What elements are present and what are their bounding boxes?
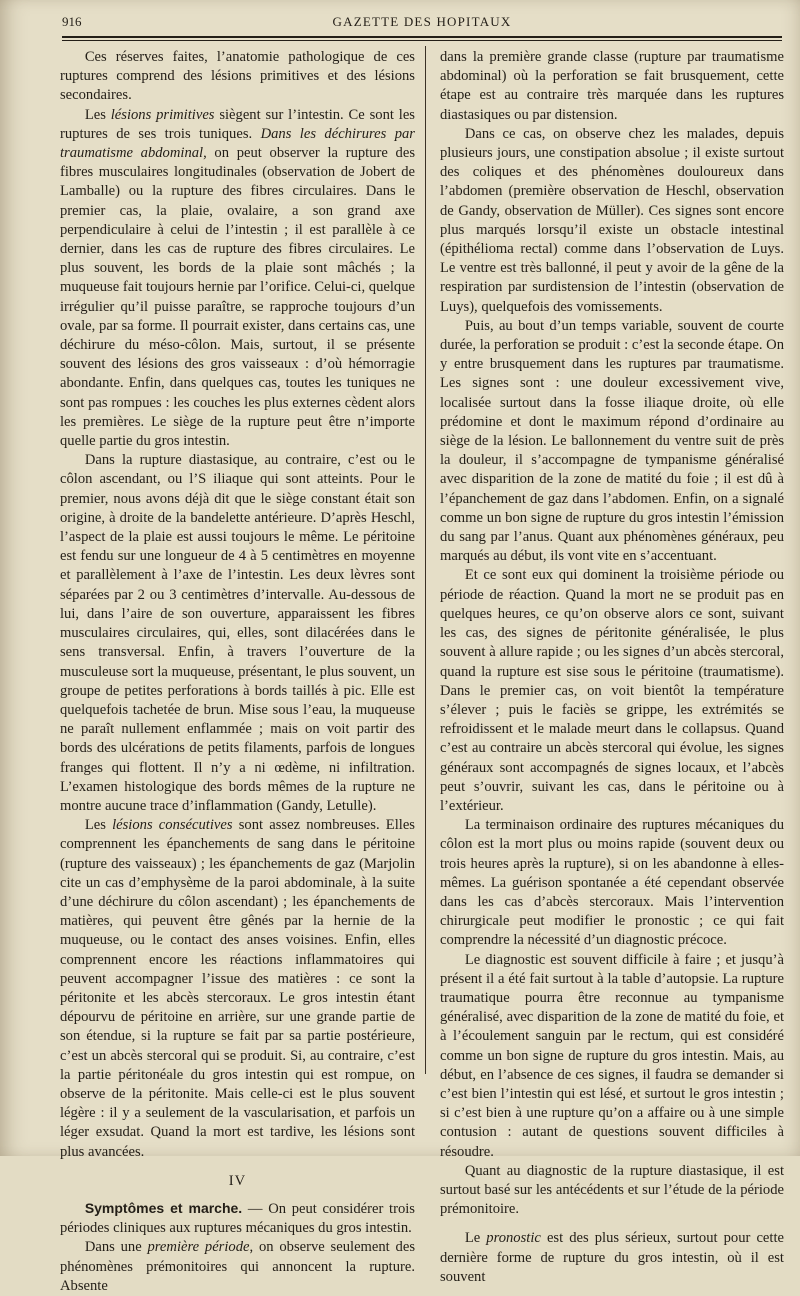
left-column — [60, 48, 415, 1296]
paragraph: Dans une première période, on observe seulement des phénomènes prémonitoires qui annoncent la rupture. Absente — [60, 1239, 415, 1294]
paragraph: Les lésions consécutives sont assez nombreuses. Elles comprennent les épanchements de sang dans le péritoine (rupture des vaisseaux) ; les épanchements de gaz (Marjolin cite un cas d’emphysème de la paroi abdominale, à la suite d’une déchirure du côlon ascendant) ; les épanchements de matières, qui peuvent être gênés par la hernie de la muqueuse, ou le contact des anses voisines. Enfin, elles comprennent encore les réactions inflammatoires qui peuvent accompagner l’issue des matières : ce sont la péritonite et les abcès stercoraux. Le gros intestin étant dépourvu de péritoine en arrière, sur une grande partie de son étendue, si la rupture se fait par sa partie postérieure, c’est un abcès stercoral qui se produit. Si, au contraire, c’est la partie péritonéale du gros intestin qui est rompue, on observe de la péritonite. Mais celle-ci est le plus souvent légère : il y a seulement de la vascularisation, et parfois un léger exsudat. Quand la mort est tardive, les lésions sont plus avancées. — [60, 817, 415, 1160]
paragraph: Et ce sont eux qui dominent la troisième période ou période de réaction. Quand la mort ne se produit pas en quelques heures, ce qu’on observe alors ce sont, suivant les cas, des signes de péritonite généralisée, le plus souvent à allure rapide ; ou les signes d’un abcès stercoral, quand la rupture est sise sous le péritoine (traumatisme). Dans le premier cas, on voit bientôt la température s’élever ; puis le faciès se grippe, les extrémités se refroidissent et le malade meurt dans le collapsus. Quand c’est au contraire un abcès stercoral qui évolue, les signes généraux sont accompagnés de signes locaux, et l’abcès peut s’ouvrir, suivant les cas, dans le péritoine ou à l’extérieur. — [440, 567, 784, 814]
paragraph: dans la première grande classe (rupture par traumatisme abdominal) où la perforation se fait brusquement, cette étape est au contraire très marquée dans les ruptures diastasiques ou par distension. — [440, 49, 784, 123]
emphasis: première période — [147, 1239, 250, 1256]
paragraph: Dans la rupture diastasique, au contraire, c’est ou le côlon ascendant, ou l’S iliaque qui sont atteints. Pour le premier, nous avons déjà dit que le siège constant était son origine, à droite de la bandelette antérieure. D’après Heschl, l’aspect de la plaie est aussi toujours le même. Le péritoine est fendu sur une longueur de 4 à 5 centimètres en moyenne et parallèlement à l’axe de l’intestin. Les deux lèvres sont séparées par 2 ou 3 centimètres d’intervalle. Au-dessous de lui, dans l’aire de son ouverture, apparaissent les fibres musculaires circulaires, qui, elles, sont dilacérées dans le sens transversal. Enfin, à travers l’ouverture de la musculeuse sort la muqueuse, présentant, le plus souvent, un groupe de petites perforations à bords taillés à pic. Elle est quelquefois tachetée de brun. Mise sous l’eau, la muqueuse ne paraît nullement enflammée ; mais on voit partir des bords des ulcérations de petits filaments, parfois de longues franges qui flottent. Il n’y a ni œdème, ni infiltration. L’examen histologique des bords mêmes de la rupture ne montre aucune trace d’inflammation (Gandy, Letulle). — [60, 452, 415, 814]
paragraph: Symptômes et marche. — On peut considérer trois périodes cliniques aux ruptures mécaniques du gros intestin. — [60, 1199, 415, 1237]
journal-title: GAZETTE DES HOPITAUX — [332, 14, 512, 29]
paragraph: Le diagnostic est souvent difficile à faire ; et jusqu’à présent il a été fait surtout à la table d’autopsie. La rupture traumatique pourra être reconnue au tympanisme généralisé, avec disparition de la zone de matité du foie, et à l’écoulement sanguin par le rectum, qui est considéré comme un bon signe de rupture du gros intestin. Mais, au début, en l’absence de ces signes, il faudra se demander si c’est bien l’intestin qui est lésé, et surtout le gros intestin ; si c’est bien à une rupture qu’on a affaire ou à une simple contusion : autant de questions souvent difficiles à résoudre. — [440, 951, 784, 1160]
paragraph: La terminaison ordinaire des ruptures mécaniques du côlon est la mort plus ou moins rapide (souvent deux ou trois heures après la rupture), si on les abandonne à elles-mêmes. La guérison spontanée a été cependant observée dans les cas d’abcès stercoraux. Mais l’intervention chirurgicale peut modifier le pronostic ; ce qui fait comprendre la nécessité d’un diagnostic précoce. — [440, 817, 784, 949]
page-number: 916 — [62, 14, 82, 29]
emphasis: lésions consécutives — [112, 817, 233, 834]
paragraph: Puis, au bout d’un temps variable, souvent de courte durée, la perforation se produit : c’est la seconde étape. On y entre brusquement dans les ruptures par traumatisme. Les signes sont : une douleur excessivement vive, localisée surtout dans la fosse iliaque droite, où elle prédomine et dont le maximum répond d’ordinaire au siège de la lésion. Le ballonnement du ventre suit de près la douleur, il s’accompagne de tympanisme généralisé avec disparition de la zone de matité du foie ; il est dû à l’épanchement de gaz dans l’abdomen. Enfin, on a signalé comme un bon signe de rupture du gros intestin l’émission du sang par l’anus. Quant aux phénomènes généraux, peu marqués au début, ils vont vite en s’accentuant. — [440, 317, 784, 565]
emphasis: Dans les déchirures par traumatisme abdominal — [60, 125, 415, 162]
section-heading: Symptômes et marche. — [84, 1199, 243, 1216]
emphasis: pronostic — [486, 1230, 541, 1247]
paragraph: Quant au diagnostic de la rupture diastasique, il est surtout basé sur les antécédents et sur l’étude de la période prémonitoire. — [440, 1162, 784, 1218]
paragraph: Le pronostic est des plus sérieux, surtout pour cette dernière forme de rupture du gros intestin, où il est souvent — [440, 1230, 784, 1285]
page-header — [62, 10, 782, 34]
section-number: IV — [228, 1172, 247, 1189]
paragraph: Ces réserves faites, l’anatomie pathologique de ces ruptures comprend des lésions primitives et des lésions secondaires. — [60, 49, 415, 104]
header-rule-thick — [62, 36, 782, 38]
emphasis: lésions primitives — [110, 106, 215, 123]
header-rule-thin — [62, 40, 782, 41]
column-divider — [425, 46, 426, 1074]
right-column — [440, 48, 784, 1287]
paragraph: Les lésions primitives siègent sur l’intestin. Ce sont les ruptures de ses trois tuniques. Dans les déchirures par traumatisme abdominal, on peut observer la rupture des fibres musculaires longitudinales (observation de Jobert de Lamballe) ou la rupture des fibres circulaires. Dans le premier cas, la plaie, ovalaire, a son grand axe perpendiculaire à celui de l’intestin ; il est parallèle à ce dernier, dans les cas de rupture des fibres circulaires. Le plus souvent, les bords de la plaie sont mâchés ; la muqueuse fait toujours hernie par l’orifice. Celui-ci, quelque irrégulier qu’il puisse paraître, se rapproche toujours d’un ovale, par sa forme. Il pourrait exister, dans certains cas, une déchirure du méso-côlon. Mais, surtout, il se présente souvent des lésions des gros vaisseaux : d’où hémorragie abondante. Enfin, dans quelques cas, toutes les tuniques ne sont pas rompues : les couches les plus externes cèdent alors les premières. Le siège de la rupture peut être n’importe quelle partie du gros intestin. — [60, 106, 415, 450]
paragraph: Dans ce cas, on observe chez les malades, depuis plusieurs jours, une constipation absolue ; il existe surtout des coliques et des phénomènes douloureux dans l’abdomen (première observation de Heschl, observation de Gandy, observation de Müller). Ces signes sont encore plus marqués lorsqu’il existe un obstacle intestinal (épithélioma rectal) comme dans l’observation de Luys. Le ventre est très ballonné, il peut y avoir de la gêne de la respiration par surdistension de l’intestin (observation de Luys), quelquefois des vomissements. — [440, 125, 784, 315]
